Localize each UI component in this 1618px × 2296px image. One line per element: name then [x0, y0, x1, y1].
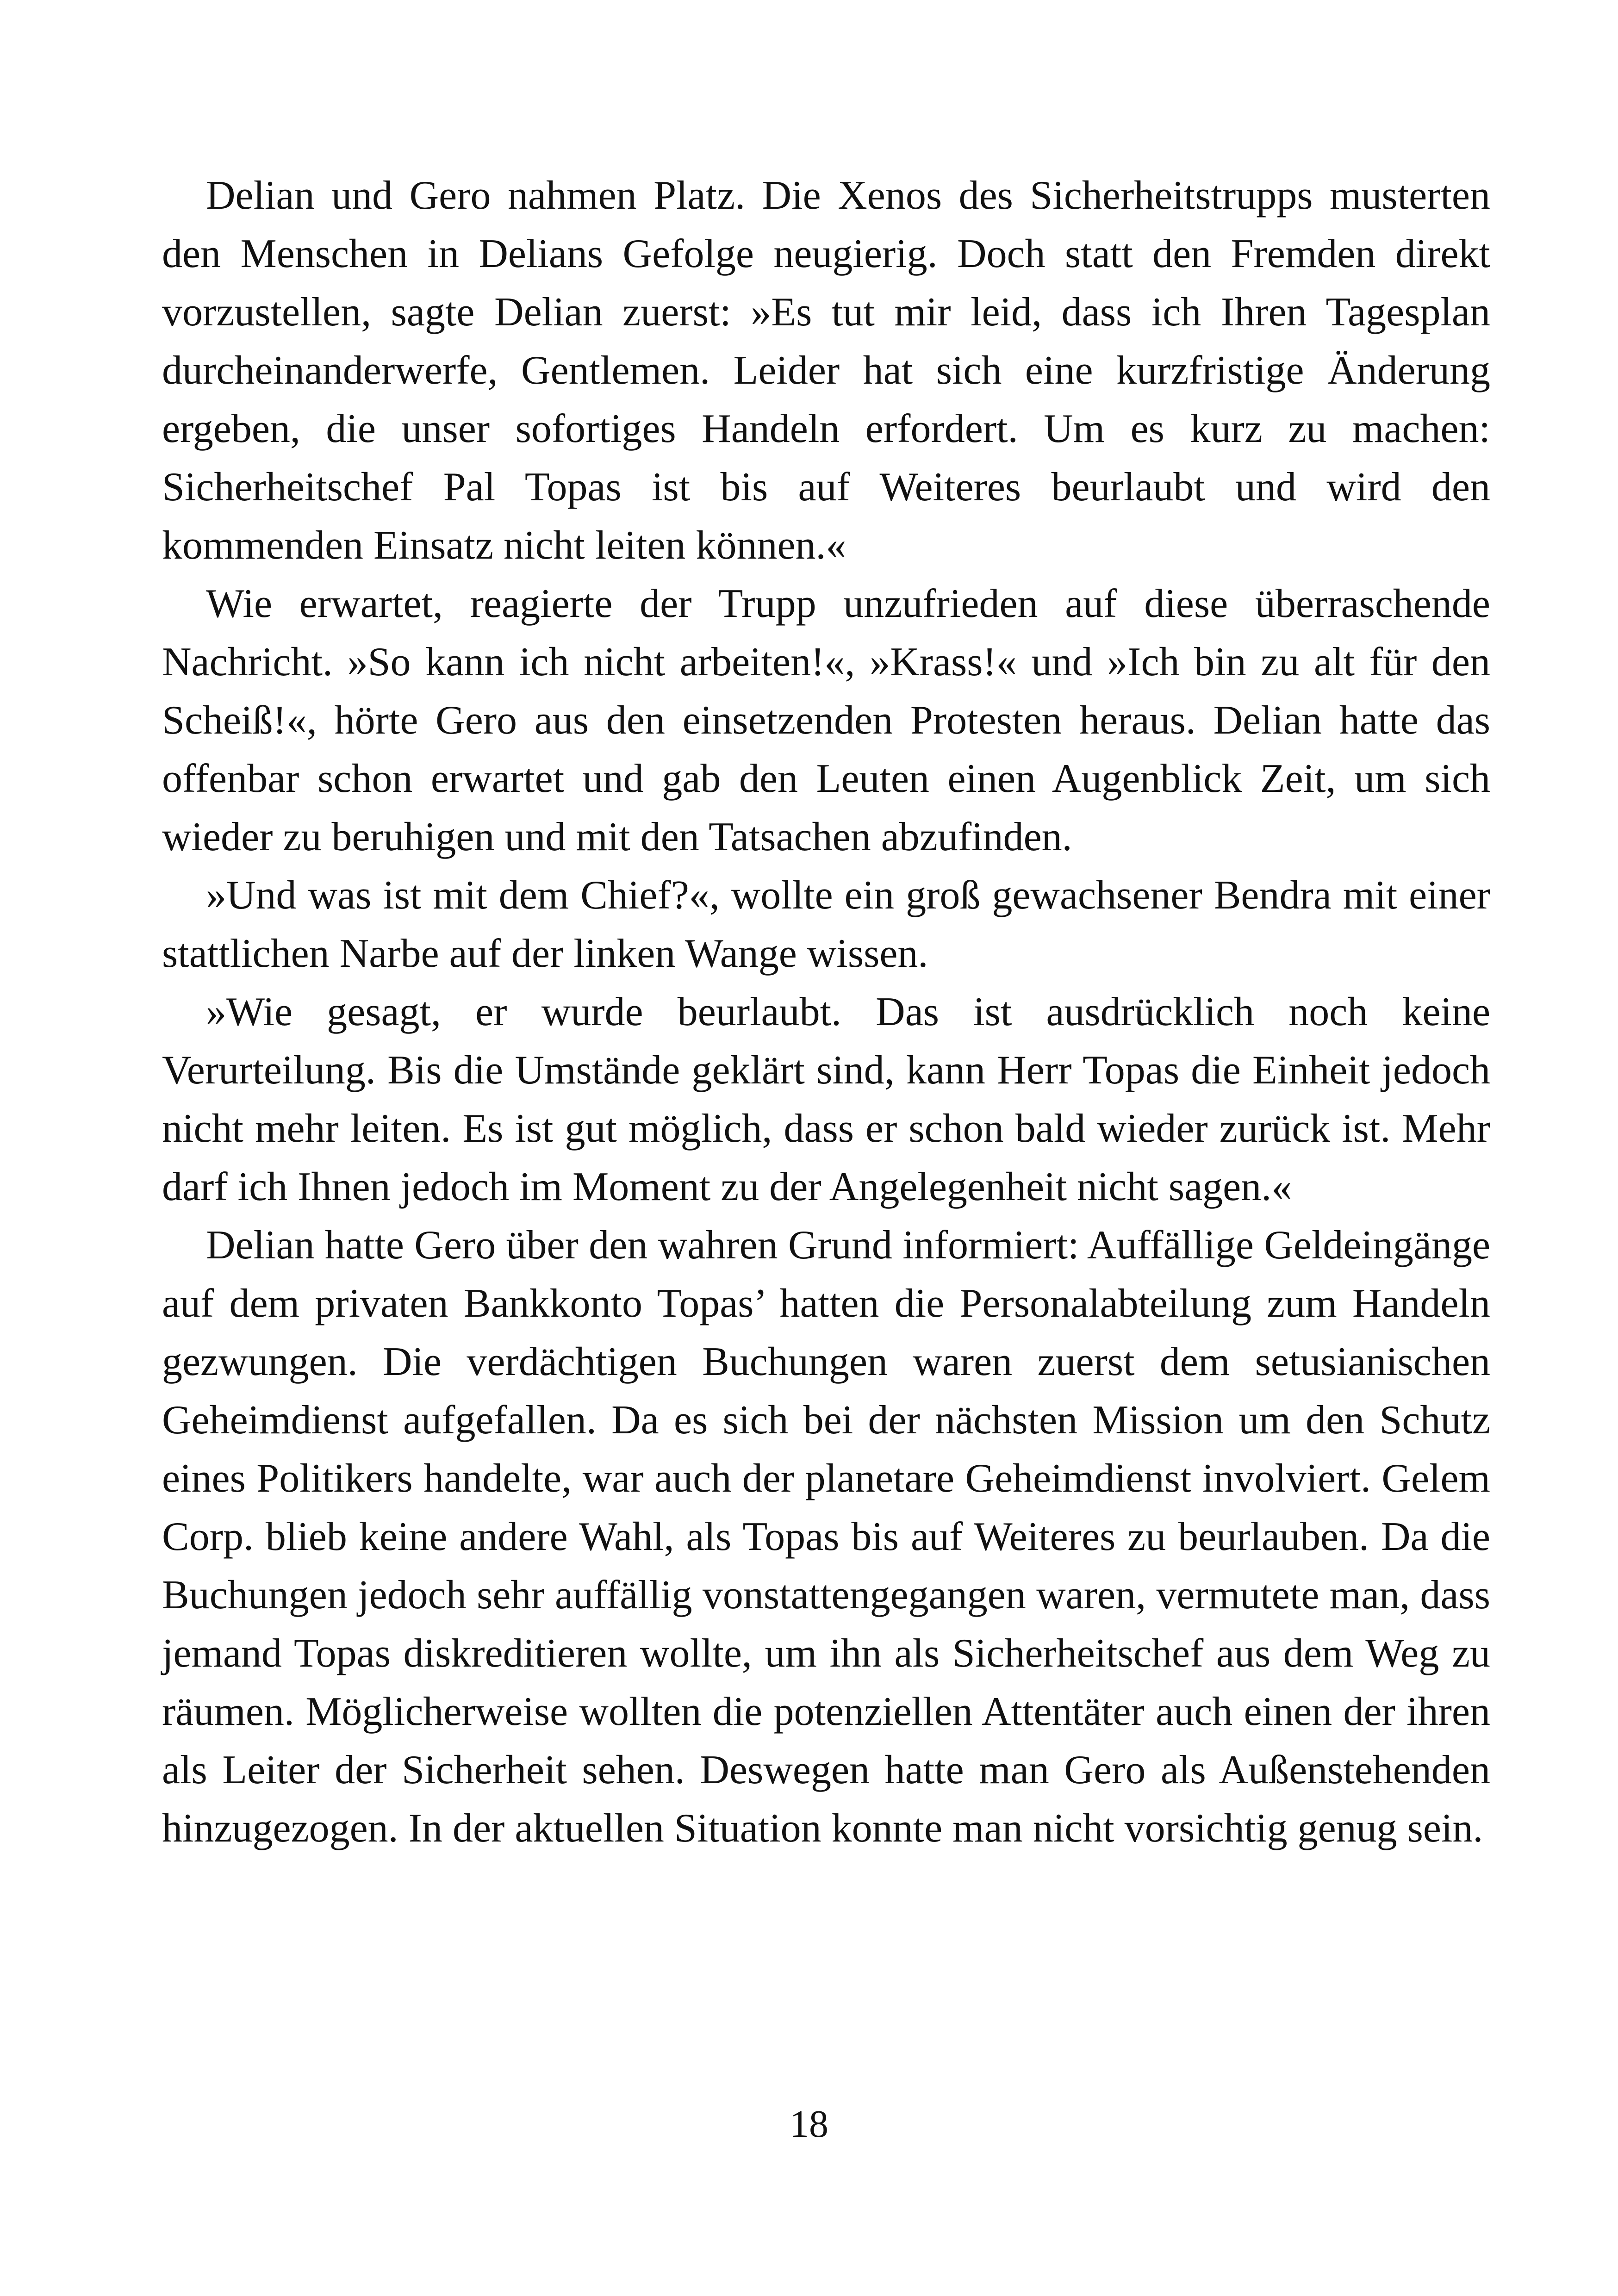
paragraph-5: Delian hatte Gero über den wahren Grund informiert: Auffällige Geldeingänge auf dem privaten Bankkonto Topas’ hatten die Personalabteilung zum Handeln gezwungen. Die verdächtigen Buchungen waren zuerst dem setusianischen Geheimdienst aufgefallen. Da es sich bei der nächsten Mission um den Schutz eines Politikers handelte, war auch der planetare Geheimdienst involviert. Gelem Corp. blieb keine andere Wahl, als Topas bis auf Weiteres zu beurlauben. Da die Buchungen jedoch sehr auffällig vonstattengegangen waren, vermutete man, dass jemand Topas diskreditieren wollte, um ihn als Sicherheitschef aus dem Weg zu räumen. Möglicherweise wollten die potenziellen Attentäter auch einen der ihren als Leiter der Sicherheit sehen. Deswegen hatte man Gero als Außenstehenden hinzugezogen. In der aktuellen Situation konnte man nicht vorsichtig genug sein. — [162, 1223, 1490, 1851]
paragraph-4: »Wie gesagt, er wurde beurlaubt. Das ist ausdrücklich noch keine Verurteilung. Bis die Umstände geklärt sind, kann Herr Topas die Einheit jedoch nicht mehr leiten. Es ist gut möglich, dass er schon bald wieder zurück ist. Mehr darf ich Ihnen jedoch im Moment zu der Angelegenheit nicht sagen.« — [162, 989, 1490, 1209]
paragraph-3: »Und was ist mit dem Chief?«, wollte ein groß gewachsener Bendra mit einer stattlichen Narbe auf der linken Wange wissen. — [162, 873, 1490, 976]
paragraph-2: Wie erwartet, reagierte der Trupp unzufrieden auf diese überraschende Nachricht. »So kann ich nicht arbeiten!«, »Krass!« und »Ich bin zu alt für den Scheiß!«, hörte Gero aus den einsetzenden Protesten heraus. Delian hatte das offenbar schon erwartet und gab den Leuten einen Augenblick Zeit, um sich wieder zu beruhigen und mit den Tatsachen abzufinden. — [162, 581, 1490, 859]
body-text — [162, 167, 1490, 1858]
page-number: 18 — [790, 2103, 828, 2146]
paragraph-1: Delian und Gero nahmen Platz. Die Xenos des Sicherheitstrupps musterten den Menschen in Delians Gefolge neugierig. Doch statt den Fremden direkt vorzustellen, sagte Delian zuerst: »Es tut mir leid, dass ich Ihren Tagesplan durcheinanderwerfe, Gentlemen. Leider hat sich eine kurzfristige Änderung ergeben, die unser sofortiges Handeln erfordert. Um es kurz zu machen: Sicherheitschef Pal Topas ist bis auf Weiteres beurlaubt und wird den kommenden Einsatz nicht leiten können.« — [162, 173, 1490, 568]
